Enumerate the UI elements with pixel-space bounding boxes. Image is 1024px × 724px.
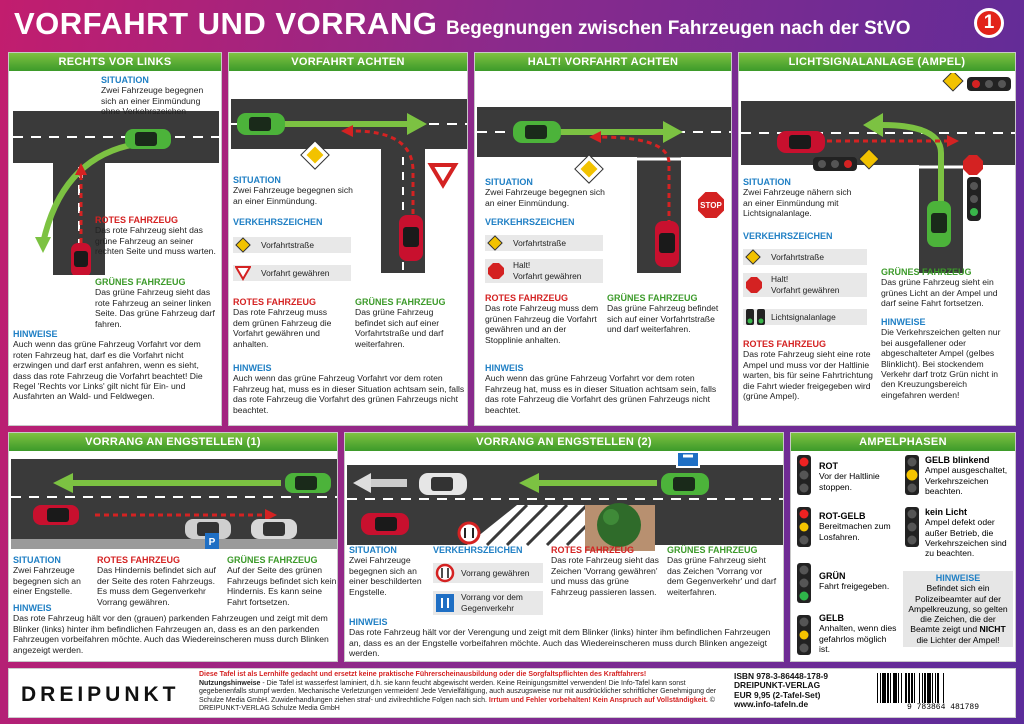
situation-text: SITUATION Zwei Fahrzeuge begegnen sich an einer Einmündung ohne Verkehrszeichen [101,75,204,117]
footer-warning: Diese Tafel ist als Lernhilfe gedacht und ersetzt keine praktische Führerscheinausbildung oder die Sorgfaltspflichten des Kraftfahrers! [199,671,647,678]
phase-red-yellow: ROT-GELB Bereitmachen zum Losfahren. [819,511,891,542]
phase-yellow: GELB Anhalten, wenn dies gefahrlos möglich ist. [819,613,897,654]
stop-icon [487,262,505,280]
red-car-text: ROTES FAHRZEUG Das Hindernis befindet sich auf der Seite des roten Fahrzeugs. Es muss dem Gegenverkehr Vorrang gewähren. [97,555,216,607]
yield-sign [431,165,455,185]
sign-priority-road: Vorfahrtstraße [233,237,351,253]
hint-text: HINWEIS Auch wenn das grüne Fahrzeug Vorfahrt vor dem roten Fahrzeug hat, muss es in dieser Situation achtsam sein, falls das rote Fahrzeug die Vorfahrt des grünen Fahrzeugs nicht beachtet. [485,363,717,415]
green-car-text: GRÜNES FAHRZEUG Auf der Seite des grünen Fahrzeugs befindet sich kein Hindernis. Es kann seine Fahrt fortsetzen. [227,555,337,607]
stop-sign-label: STOP [700,201,722,210]
traffic-light-phases-left [795,455,815,661]
panel-title: VORFAHRT ACHTEN [229,53,467,71]
panel-rechts-vor-links [8,52,222,426]
narrowing-illustration [11,453,337,553]
green-car [285,473,331,493]
page-subtitle: Begegnungen zwischen Fahrzeugen nach der StVO [446,18,911,39]
sign-priority-oncoming: Vorrang vor dem Gegenverkehr [433,591,543,615]
panel-lichtsignalanlage [738,52,1016,426]
panel-title: VORRANG AN ENGSTELLEN (2) [345,433,783,451]
phase-red: ROT Vor der Haltlinie stoppen. [819,461,880,492]
green-car-text: GRÜNES FAHRZEUG Das grüne Fahrzeug befindet sich auf einer Vorfahrtstraße und darf weiterfahren. [607,293,719,335]
tree-icon [597,503,641,547]
green-car [125,129,171,149]
situation-text: SITUATION Zwei Fahrzeuge begegnen sich an einer beschilderten Engstelle. [349,545,422,597]
stop-icon [745,276,763,294]
green-car [927,201,951,247]
publication-info: ISBN 978-3-86448-178-9 DREIPUNKT-VERLAG EUR 9,95 (2-Tafel-Set) www.info-tafeln.de [734,671,829,710]
white-car [419,473,467,495]
panel-title: HALT! VORFAHRT ACHTEN [475,53,731,71]
footer [8,668,1016,718]
traffic-light-left [813,157,857,171]
priority-oncoming-icon [435,593,455,613]
priority-oncoming-sign [677,453,699,467]
panel-title: LICHTSIGNALANLAGE (AMPEL) [739,53,1015,71]
signs-heading: VERKEHRSZEICHEN [233,217,323,227]
traffic-light-right [967,177,981,221]
red-car-text: ROTES FAHRZEUG Das rote Fahrzeug sieht das Zeichen 'Vorrang gewähren' und muss das grüne Fahrzeug passieren lassen. [551,545,659,597]
traffic-light-icon [745,309,767,325]
red-car [71,243,91,275]
signs-heading: VERKEHRSZEICHEN [485,217,575,227]
sign-yield: Vorfahrt gewähren [233,265,351,281]
hint-text: HINWEIS Das rote Fahrzeug hält vor der Verengung und zeigt mit dem Blinker (links) hinter ihm befindlichen Fahrzeugen an, dass es an der Engstelle vorbeifahren möchte. Auch das Wiedereinscheren muss durch Blinken angezeigt werden. [349,617,771,659]
hint-text: HINWEISE Die Verkehrszeichen gelten nur bei ausgefallener oder abgeschalteter Ampel (gelbes Blinklicht). Bei stockendem Verkehr darf trotz Grün nicht in den Kreuzungsbereich eingefahren werden! [881,317,1001,400]
red-car-text: ROTES FAHRZEUG Das rote Fahrzeug muss dem grünen Fahrzeug die Vorfahrt gewähren und anhalten. [233,297,332,349]
sign-yield-oncoming: Vorrang gewähren [433,563,543,583]
narrowing-illustration [347,453,783,551]
panel-vorrang-engstellen-2 [344,432,784,662]
panel-title: VORRANG AN ENGSTELLEN (1) [9,433,337,451]
panel-vorfahrt-achten [228,52,468,426]
red-car [399,215,423,261]
priority-road-icon [745,249,761,265]
red-car [33,505,79,525]
parking-sign-label: P [208,537,216,548]
phase-yellow-blinking: GELB blinkend Ampel ausgeschaltet, Verkehrszeichen beachten. [925,455,1008,496]
red-car-text: ROTES FAHRZEUG Das rote Fahrzeug sieht eine rote Ampel und muss vor der Haltlinie warten, bis für seine Fahrtrichtung die Fahrt wieder freigegeben wird (grüne Ampel). [743,339,873,402]
phase-no-light: kein Licht Ampel defekt oder außer Betrieb, die Verkehrszeichen sind zu beachten. [925,507,1007,559]
green-car [513,121,561,143]
red-car-text: ROTES FAHRZEUG Das rote Fahrzeug muss dem grünen Fahrzeug die Vorfahrt gewähren und an der Stopplinie anhalten. [485,293,599,345]
panel-title: AMPELPHASEN [791,433,1015,451]
red-car-text: ROTES FAHRZEUG Das rote Fahrzeug sieht das grüne Fahrzeug an seiner rechten Seite und muss warten. [95,215,216,257]
panel-halt-vorfahrt-achten [474,52,732,426]
barcode-number: 9 783864 481789 [906,703,979,712]
yield-oncoming-icon [435,563,455,583]
header [0,0,1024,48]
situation-text: SITUATION Zwei Fahrzeuge nähern sich an einer Einmündung mit Lichtsignalanlage. [743,177,852,219]
green-car-text: GRÜNES FAHRZEUG Das grüne Fahrzeug sieht das rote Fahrzeug an seiner linken Seite. Das grüne Fahrzeug darf fahren. [95,277,215,329]
traffic-light-top [967,77,1011,91]
green-car-text: GRÜNES FAHRZEUG Das grüne Fahrzeug sieht ein grünes Licht an der Ampel und darf seine Fahrt fortsetzen. [881,267,998,309]
stop-sign [963,155,983,175]
sheet-number-badge: 1 [974,8,1004,38]
situation-text: SITUATION Zwei Fahrzeuge begegnen sich an einer Engstelle. [13,555,81,597]
footer-notes: Diese Tafel ist als Lernhilfe gedacht und ersetzt keine praktische Führerscheinausbildung oder die Sorgfaltspflichten des Kraftfahrers! Nutzungshinweise - Die Tafel ist wasserfest laminiert, d.h. sie kann feucht abgewischt werden. Keine Reinigungsmittel verwenden! Die Info-Tafel kann sonst gegebenenfalls stumpf werden. Mechanische Verletzungen vermeiden! Jede Vervielfältigung, auch auszugsweise nur mit ausdrücklicher schriftlicher Genehmigung der Schulze Media GmbH. Zuwiderhandlungen ziehen straf- und zivilrechtliche Folgen nach sich. Irrtum und Fehler vorbehalten! Kein Anspruch auf Vollständigkeit. © DREIPUNKT-VERLAG Schulze Media GmbH [199,671,719,714]
parked-car-2 [251,519,297,539]
sign-traffic-light: Lichtsignalanlage [743,309,867,325]
publisher-logo: DREIPUNKT [21,683,180,706]
sign-priority-road: Vorfahrtstraße [485,235,603,251]
red-car [777,131,825,153]
situation-text: SITUATION Zwei Fahrzeuge begegnen sich an einer Einmündung. [233,175,353,206]
green-car-text: GRÜNES FAHRZEUG Das grüne Fahrzeug sieht das Zeichen 'Vorrang vor dem Gegenverkehr' und darf weiterfahren. [667,545,777,597]
priority-road-icon [235,237,251,253]
panel-vorrang-engstellen-1 [8,432,338,662]
yield-icon [235,265,251,281]
hint-text: HINWEIS Auch wenn das grüne Fahrzeug Vorfahrt vor dem roten Fahrzeug hat, muss es in dieser Situation achtsam sein, falls das rote Fahrzeug die Vorfahrt des grünen Fahrzeugs nicht beachtet. [233,363,465,415]
sign-stop: Halt! Vorfahrt gewähren [743,273,867,297]
hint-text: HINWEIS Das rote Fahrzeug hält vor den (grauen) parkenden Fahrzeugen und zeigt mit dem Blinker (links) hinter ihm befindlichen Fahrzeugen an, dass es an den parkenden Fahrzeugen vorbeifahren möchte. Auch das Wiedereinscheren muss durch Blinken angezeigt werden. [13,603,329,655]
green-car-text: GRÜNES FAHRZEUG Das grüne Fahrzeug befindet sich auf einer Vorfahrtstraße und darf weiterfahren. [355,297,446,349]
signs-heading: VERKEHRSZEICHEN [743,231,833,241]
red-car [655,221,679,267]
green-arrow-head [35,237,51,253]
barcode [877,673,1009,713]
intersection-illustration [741,73,1015,273]
sign-priority-road: Vorfahrtstraße [743,249,867,265]
traffic-light-phases-right [903,455,923,555]
red-car [361,513,409,535]
phase-green: GRÜN Fahrt freigegeben. [819,571,890,592]
sign-stop: Halt! Vorfahrt gewähren [485,259,603,283]
page-title: VORFAHRT UND VORRANG [14,6,438,41]
green-car [237,113,285,135]
yield-oncoming-sign [459,523,479,543]
signs-heading: VERKEHRSZEICHEN [433,545,523,555]
hint-text: HINWEISE Auch wenn das grüne Fahrzeug Vorfahrt vor dem roten Fahrzeug hat, darf es die Vorfahrt nicht erzwingen und darf erst anfahren, wenn es sieht, dass das rote Fahrzeug die Vorfahrt beachtet! Die Regel 'Rechts vor Links' gilt nicht für Ein- und Ausfahrten an Wald- und Feldwegen. [13,329,203,402]
situation-text: SITUATION Zwei Fahrzeuge begegnen sich an einer Einmündung. [485,177,605,208]
priority-road-icon [487,235,503,251]
priority-road-sign [943,73,963,91]
green-car [661,473,709,495]
panel-title: RECHTS VOR LINKS [9,53,221,71]
hint-box: HINWEISE Befindet sich ein Polizeibeamter auf der Ampelkreuzung, so gelten die Zeichen, die der Beamte zeigt und NICHT die Lichter der Ampel! [903,571,1013,647]
panel-ampelphasen [790,432,1016,662]
